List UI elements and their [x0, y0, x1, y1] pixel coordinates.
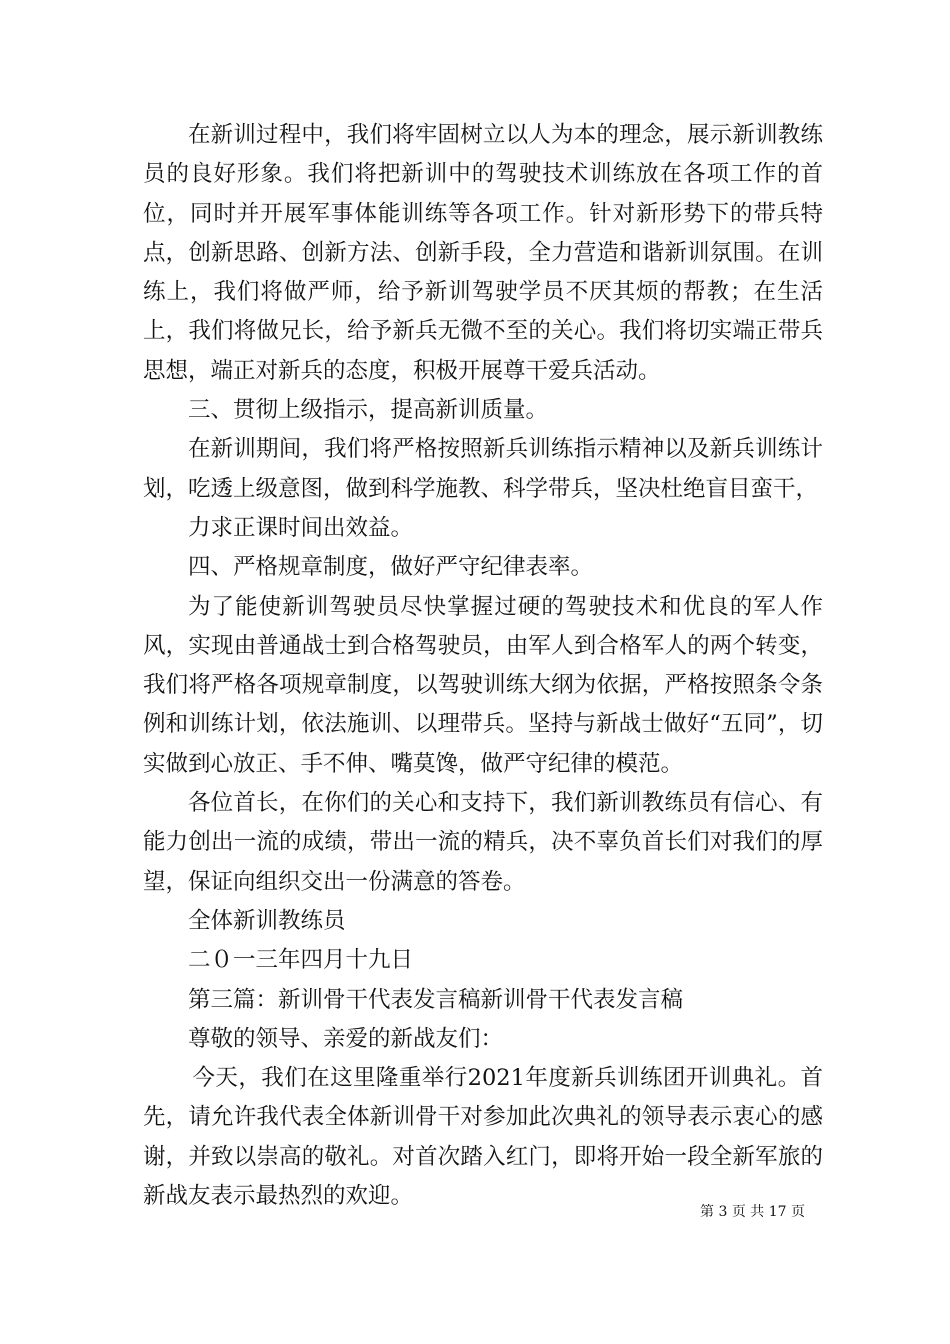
signature-line: 全体新训教练员	[188, 907, 346, 934]
paragraph-efficiency: 力求正课时间出效益。	[188, 514, 414, 541]
date-line: 二０一三年四月十九日	[188, 947, 414, 974]
chapter-title: 第三篇：新训骨干代表发言稿新训骨干代表发言稿	[188, 986, 684, 1013]
paragraph-training-period: 在新训期间，我们将严格按照新兵训练指示精神以及新兵训练计划，吃透上级意图，做到科学施教、科学带兵，坚决杜绝盲目蛮干，	[143, 436, 823, 502]
document-body	[143, 116, 823, 1216]
paragraph-discipline: 为了能使新训驾驶员尽快掌握过硬的驾驶技术和优良的军人作风，实现由普通战士到合格驾驶员，由军人到合格军人的两个转变，我们将严格各项规章制度，以驾驶训练大纲为依据，严格按照条令条例和训练计划，依法施训、以理带兵。坚持与新战士做好“五同”，切实做到心放正、手不伸、嘴莫馋，做严守纪律的模范。	[143, 593, 823, 777]
section-heading-4: 四、严格规章制度，做好严守纪律表率。	[188, 554, 594, 581]
page-number: 第 3 页 共 17 页	[700, 1204, 805, 1220]
paragraph-opening-ceremony: 今天，我们在这里隆重举行2021年度新兵训练团开训典礼。首先，请允许我代表全体新训骨干对参加此次典礼的领导表示衷心的感谢，并致以崇高的敬礼。对首次踏入红门，即将开始一段全新军旅的新战友表示最热烈的欢迎。	[143, 1065, 823, 1210]
section-heading-3: 三、贯彻上级指示，提高新训质量。	[188, 397, 549, 424]
salutation: 尊敬的领导、亲爱的新战友们：	[188, 1025, 504, 1052]
paragraph-closing-pledge: 各位首长，在你们的关心和支持下，我们新训教练员有信心、有能力创出一流的成绩，带出一流的精兵，决不辜负首长们对我们的厚望，保证向组织交出一份满意的答卷。	[143, 790, 823, 895]
paragraph-training-philosophy: 在新训过程中，我们将牢固树立以人为本的理念，展示新训教练员的良好形象。我们将把新训中的驾驶技术训练放在各项工作的首位，同时并开展军事体能训练等各项工作。针对新形势下的带兵特点，创新思路、创新方法、创新手段，全力营造和谐新训氛围。在训练上，我们将做严师，给予新训驾驶学员不厌其烦的帮教；在生活上，我们将做兄长，给予新兵无微不至的关心。我们将切实端正带兵思想，端正对新兵的态度，积极开展尊干爱兵活动。	[143, 122, 823, 384]
